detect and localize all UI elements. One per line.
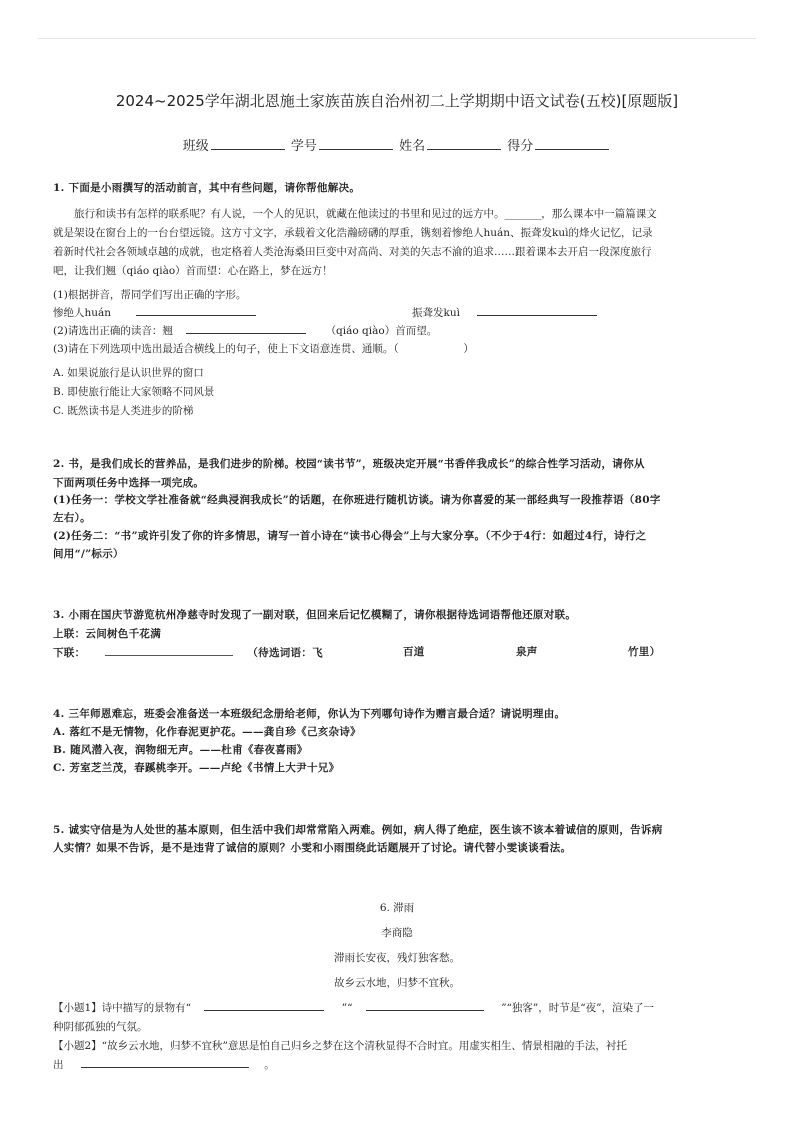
name-blank[interactable] [427, 137, 501, 150]
q1-option-c: C. 既然读书是人类进步的阶梯 [53, 405, 194, 417]
q2-line-4: 左右）。 [53, 512, 91, 524]
q1-para-line-1: 旅行和读书有怎样的联系呢？有人说，一个人的见识，就藏在他读过的书里和见过的远方中。_______，那么课本中一篇篇课文 [74, 208, 657, 220]
q1-option-a: A. 如果说旅行是认识世界的窗口 [53, 367, 204, 379]
class-blank[interactable] [211, 137, 285, 150]
q5-line-1: 5. 诚实守信是为人处世的基本原则，但生活中我们却常常陷入两难。例如，病人得了绝症，医生该不该本着诚信的原则，告诉病 [53, 824, 663, 836]
q3-candidate-3: 泉声 [516, 646, 538, 658]
q1-para-line-2: 就是架设在窗台上的一台台望远镜。这方寸文字，承载着文化浩瀚磅礴的厚重，镌刻着惨绝人huán、振聋发kuì的烽火记忆，记录 [53, 227, 653, 239]
q3-lower-label: 下联： [53, 647, 86, 659]
q1-para-line-4: 吧，让我们翘（qiáo qiào）首而望：心在路上，梦在远方！ [53, 265, 333, 277]
page-title: 2024~2025学年湖北恩施土家族苗族自治州初二上学期期中语文试卷(五校)[原题版] [115, 92, 679, 110]
q6-sub1-suffix: ”“独客”，时节是“夜”，渲染了一 [501, 1002, 655, 1014]
q2-line-1: 2. 书，是我们成长的营养品，是我们进步的阶梯。校园“读书节”，班级决定开展“书香伴我成长”的综合性学习活动，请你从 [53, 458, 645, 470]
q6-sub1 [53, 998, 654, 1018]
q1-sub2-blank[interactable] [186, 322, 306, 334]
q1-sub1: (1)根据拼音，帮同学们写出正确的字形。 [53, 289, 247, 301]
q3-candidates-label: （待选词语：飞 [247, 647, 323, 659]
q1-word2 [412, 303, 597, 323]
q6-sub2: 【小题2】“故乡云水地，归梦不宜秋”意思是怕自己归乡之梦在这个清秋显得不合时宜。用虚实相生、情景相融的手法，衬托 [53, 1040, 627, 1052]
q4-option-c: C. 芳室芝兰茂，春蹊桃李开。——卢纶《书情上大尹十兄》 [53, 762, 340, 774]
q1-option-b: B. 即使旅行能让大家领略不同风景 [53, 386, 215, 398]
name-label: 姓名 [399, 139, 426, 154]
score-label: 得分 [507, 139, 534, 154]
q1-sub2-prefix: (2)请选出正确的读音：翘 [53, 325, 173, 337]
q3-candidate-4: 竹里） [628, 646, 661, 658]
q6-sub2-cont [53, 1055, 275, 1075]
q1-para-line-3: 着新时代社会各领域卓越的成就，也定格着人类沧海桑田巨变中对高尚、对美的矢志不渝的追求……跟着课本去开启一段深度旅行 [53, 246, 652, 258]
q6-poem-author: 李商隐 [381, 927, 413, 939]
q1-sub2-suffix: （qiáo qiào）首而望。 [325, 325, 438, 337]
q6-poem-line-1: 滞雨长安夜，残灯独客愁。 [334, 952, 460, 964]
q3-stem: 3. 小雨在国庆节游览杭州净慈寺时发现了一副对联，但回来后记忆模糊了，请你根据待选词语帮他还原对联。 [53, 609, 577, 621]
q3-candidate-2: 百道 [403, 646, 425, 658]
q2-line-5: (2)任务二：“书”或许引发了你的许多情思，请写一首小诗在“读书心得会”上与大家分享。（不少于4行：如超过4行，诗行之 [53, 530, 647, 542]
top-rule [38, 38, 756, 39]
q4-stem: 4. 三年师恩难忘，班委会准备送一本班级纪念册给老师，你认为下列哪句诗作为赠言最合适？请说明理由。 [53, 708, 566, 720]
q1-word1 [53, 303, 256, 323]
q1-sub3-text: (3)请在下列选项中选出最适合横线上的句子，使上下文语意连贯、通顺。（ [53, 343, 399, 355]
q6-sub2-blank[interactable] [81, 1056, 249, 1068]
q3-lower [53, 644, 323, 660]
number-label: 学号 [290, 139, 317, 154]
student-info-line [0, 135, 794, 154]
number-blank[interactable] [319, 137, 393, 150]
q2-line-6: 间用“/”标示） [53, 548, 124, 560]
q6-sub1-mid: ”“ [341, 1002, 353, 1014]
q1-word2-blank[interactable] [477, 304, 597, 316]
q6-sub1-cont: 种阴郁孤独的气氛。 [53, 1021, 148, 1033]
q2-line-3: (1)任务一：学校文学社准备就“经典浸润我成长”的话题，在你班进行随机访谈。请为你喜爱的某一部经典写一段推荐语（80字 [53, 494, 661, 506]
q1-word2-label: 振聋发kuì [412, 307, 460, 319]
q4-option-b: B. 随风潜入夜，润物细无声。——杜甫《春夜喜雨》 [53, 744, 308, 756]
q3-lower-blank[interactable] [105, 644, 233, 656]
q6-sub1-blank-1[interactable] [204, 999, 324, 1011]
q6-sub2-suffix: 。 [264, 1059, 275, 1071]
q6-poem-title: 6. 滞雨 [379, 902, 415, 914]
class-label: 班级 [182, 139, 209, 154]
score-blank[interactable] [535, 137, 609, 150]
q6-poem-line-2: 故乡云水地，归梦不宜秋。 [334, 977, 460, 989]
q6-sub1-blank-2[interactable] [366, 999, 484, 1011]
q1-word1-label: 惨绝人huán [53, 307, 112, 319]
q3-upper: 上联：云间树色千花满 [53, 628, 161, 640]
q1-word1-blank[interactable] [136, 304, 256, 316]
q1-sub3-close: ） [463, 343, 474, 355]
q5-line-2: 人实情？如果不告诉，是不是违背了诚信的原则？小雯和小雨围绕此话题展开了讨论。请代替小雯谈谈看法。 [53, 842, 572, 854]
q6-sub2-prefix: 出 [53, 1059, 64, 1071]
q1-sub3 [53, 339, 474, 359]
q1-sub2 [53, 321, 437, 341]
q2-line-2: 下面两项任务中选择一项完成。 [53, 477, 205, 489]
q4-option-a: A. 落红不是无情物，化作春泥更护花。——龚自珍《己亥杂诗》 [53, 726, 361, 738]
q1-stem: 1. 下面是小雨撰写的活动前言，其中有些问题，请你帮他解决。 [53, 182, 361, 194]
q6-sub1-prefix: 【小题1】诗中描写的景物有“ [53, 1002, 192, 1014]
